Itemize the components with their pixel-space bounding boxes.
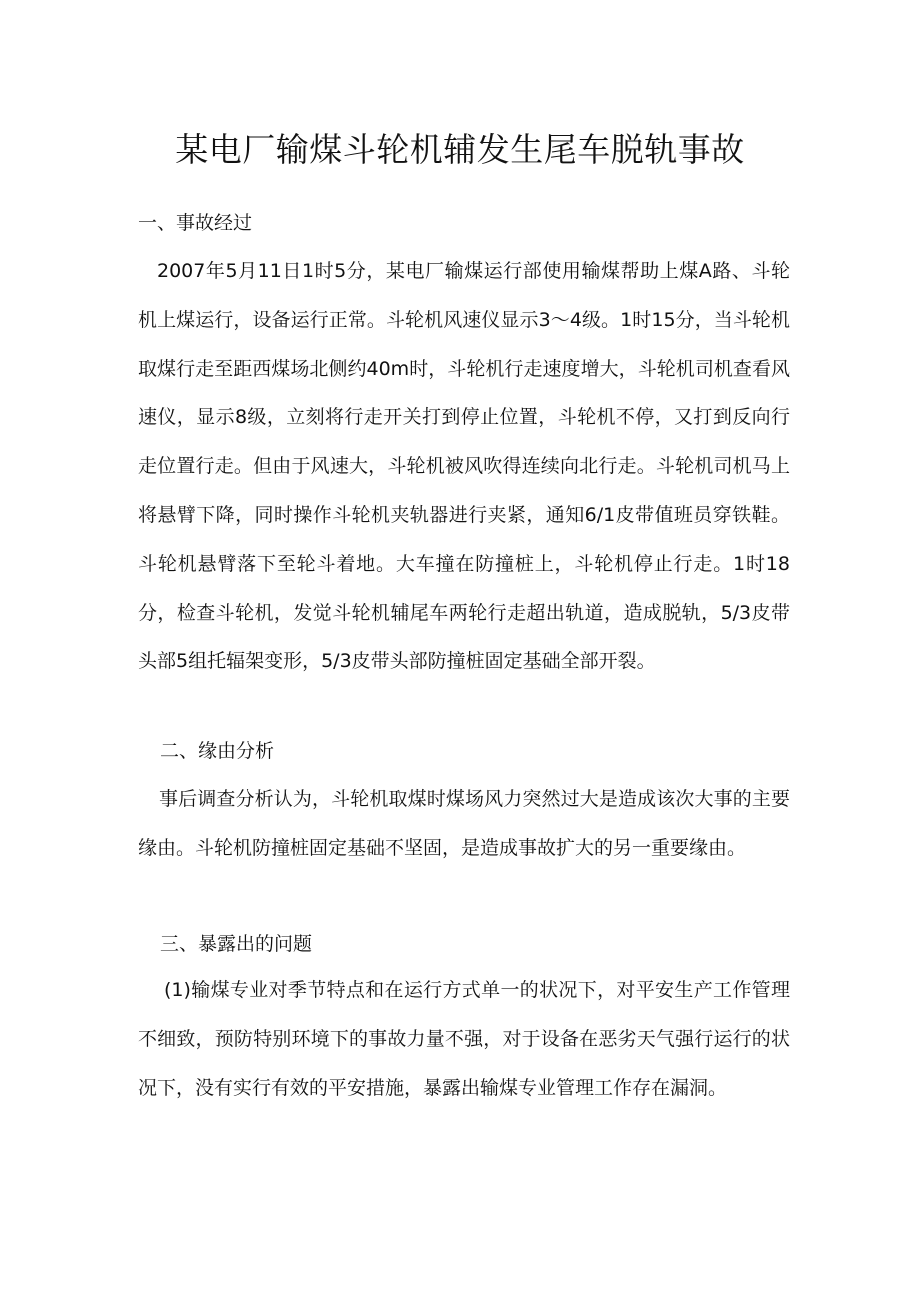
paragraph-exposed-problems: (1)输煤专业对季节特点和在运行方式单一的状况下，对平安生产工作管理不细致，预防特别环境下的事故力量不强，对于设备在恶劣天气强行运行的状况下，没有实行有效的平安措施，暴露出输煤专业管理工作存在漏洞。 <box>138 979 790 1099</box>
paragraph-accident-process: 2007年5月11日1时5分，某电厂输煤运行部使用输煤帮助上煤A路、斗轮机上煤运行，设备运行正常。斗轮机风速仪显示3～4级。1时15分，当斗轮机取煤行走至距西煤场北侧约40m时，斗轮机行走速度增大，斗轮机司机查看风速仪，显示8级，立刻将行走开关打到停止位置，斗轮机不停，又打到反向行走位置行走。但由于风速大，斗轮机被风吹得连续向北行走。斗轮机司机马上将悬臂下降，同时操作斗轮机夹轨器进行夹紧，通知6/1皮带值班员穿铁鞋。斗轮机悬臂落下至轮斗着地。大车撞在防撞桩上，斗轮机停止行走。1时18分，检查斗轮机，发觉斗轮机辅尾车两轮行走超出轨道，造成脱轨，5/3皮带头部5组托辐架变形，5/3皮带头部防撞桩固定基础全部开裂。 <box>138 260 790 673</box>
section-heading-cause-analysis: 二、缘由分析 <box>160 740 275 762</box>
section-heading-exposed-problems: 三、暴露出的问题 <box>160 933 313 955</box>
document-title: 某电厂输煤斗轮机辅发生尾车脱轨事故 <box>175 130 745 169</box>
section-heading-accident-process: 一、事故经过 <box>138 212 253 234</box>
paragraph-cause-analysis: 事后调查分析认为，斗轮机取煤时煤场风力突然过大是造成该次大事的主要缘由。斗轮机防撞桩固定基础不坚固，是造成事故扩大的另一重要缘由。 <box>138 788 790 859</box>
